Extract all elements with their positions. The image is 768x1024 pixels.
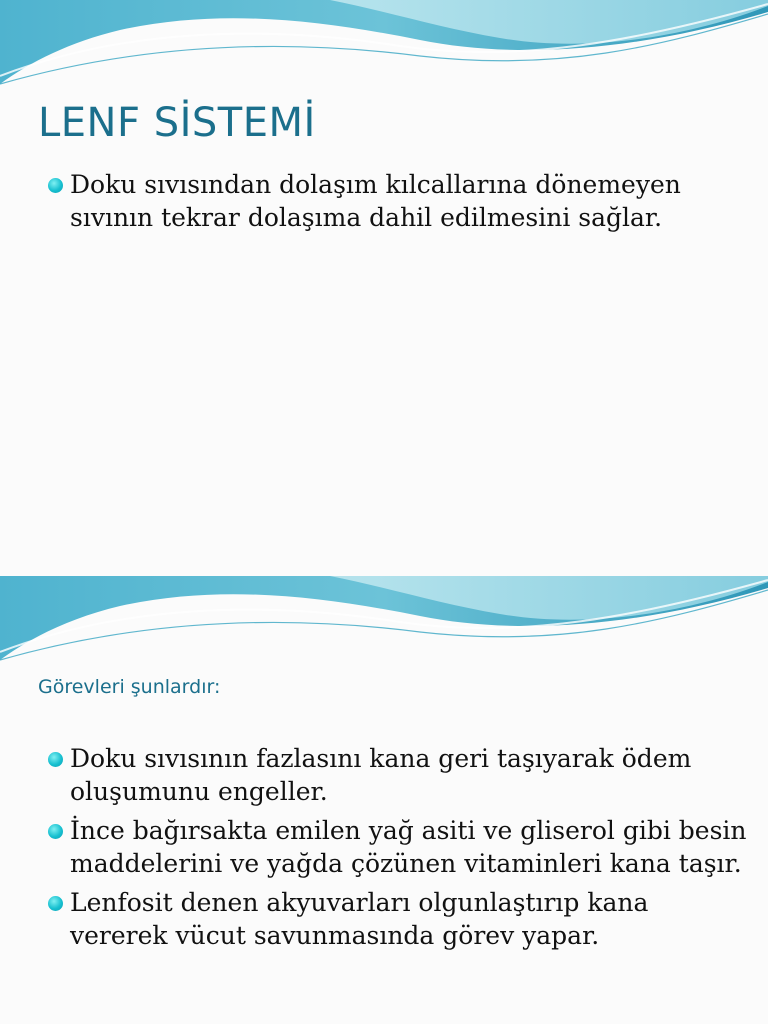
wave-header-decoration xyxy=(0,576,768,672)
slide-title: LENF SİSTEMİ xyxy=(38,100,316,146)
bullet-text: Doku sıvısının fazlasını kana geri taşıyarak ödem oluşumunu engeller. xyxy=(70,744,692,806)
list-item xyxy=(48,742,748,808)
bullet-text: Lenfosit denen akyuvarları olgunlaştırıp kana vererek vücut savunmasında görev yapar. xyxy=(70,888,649,950)
list-item xyxy=(48,886,748,952)
bullet-text: Doku sıvısından dolaşım kılcallarına dönemeyen sıvının tekrar dolaşıma dahil edilmesini sağlar. xyxy=(70,170,681,232)
bullet-dot-icon xyxy=(48,178,63,193)
bullet-text: İnce bağırsakta emilen yağ asiti ve gliserol gibi besin maddelerini ve yağda çözünen vitaminleri kana taşır. xyxy=(70,816,747,878)
bullet-dot-icon xyxy=(48,752,63,767)
bullet-dot-icon xyxy=(48,824,63,839)
wave-header-decoration xyxy=(0,0,768,96)
slide-subtitle: Görevleri şunlardır: xyxy=(38,676,221,698)
bullet-dot-icon xyxy=(48,896,63,911)
slide-2 xyxy=(0,576,768,1024)
bullet-list xyxy=(48,168,748,240)
bullet-list xyxy=(48,742,748,958)
list-item xyxy=(48,168,748,234)
list-item xyxy=(48,814,748,880)
